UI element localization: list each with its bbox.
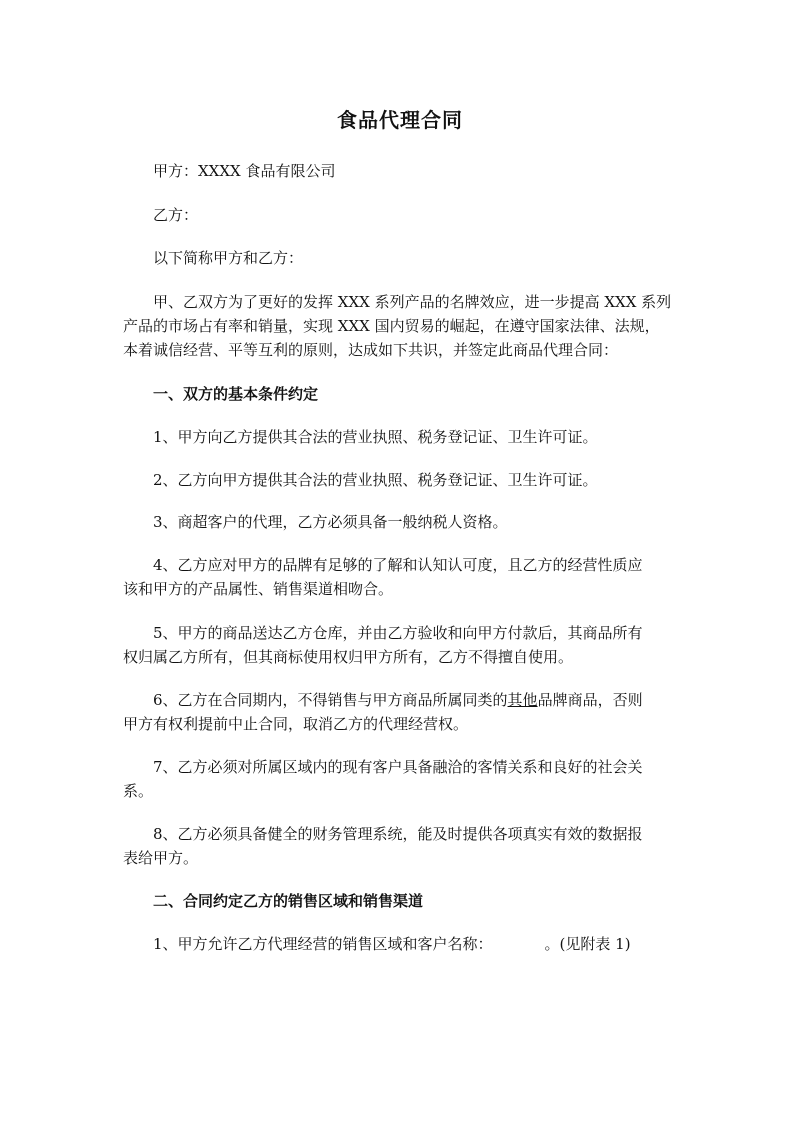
section-1-item-8: [123, 822, 693, 870]
item-8-line-2: 表给甲方。: [123, 849, 199, 867]
section-2-item-1-text: 1、甲方允许乙方代理经营的销售区域和客户名称：: [153, 935, 493, 953]
item-4-line-2: 该和甲方的产品属性、销售渠道相吻合。: [123, 580, 394, 598]
item-7-line-2: 系。: [123, 782, 154, 800]
intro-paragraph: [123, 290, 693, 362]
section-1-item-5: [123, 621, 693, 669]
section-1-item-6: [123, 688, 693, 736]
item-5-line-1: 5、甲方的商品送达乙方仓库，并由乙方验收和向甲方付款后，其商品所有: [153, 624, 643, 642]
party-b-line: 乙方：: [153, 206, 199, 224]
section-1-item-7: [123, 755, 693, 803]
section-1-item-1: 1、甲方向乙方提供其合法的营业执照、税务登记证、卫生许可证。: [153, 428, 598, 446]
intro-line-2: 产品的市场占有率和销量，实现 XXX 国内贸易的崛起，在遵守国家法律、法规，: [123, 317, 660, 335]
abbreviation-line: 以下简称甲方和乙方：: [153, 249, 304, 267]
section-1-item-4: [123, 553, 693, 601]
section-2-item-1: [123, 932, 693, 956]
item-6-text-after: 品牌商品，否则: [537, 691, 643, 709]
item-5-line-2: 权归属乙方所有，但其商标使用权归甲方所有，乙方不得擅自使用。: [123, 648, 574, 666]
party-a-line: 甲方：XXXX 食品有限公司: [153, 162, 336, 180]
section-1-item-3: 3、商超客户的代理，乙方必须具备一般纳税人资格。: [153, 513, 508, 531]
section-1-heading: 一、双方的基本条件约定: [153, 385, 319, 403]
item-6-text-before: 6、乙方在合同期内，不得销售与甲方商品所属同类的: [153, 691, 508, 709]
section-2-heading: 二、合同约定乙方的销售区域和销售渠道: [153, 892, 424, 910]
intro-line-3: 本着诚信经营、平等互利的原则，达成如下共识，并签定此商品代理合同：: [123, 341, 619, 359]
item-6-underlined-word: 其他: [507, 691, 538, 709]
item-4-line-1: 4、乙方应对甲方的品牌有足够的了解和认知认可度，且乙方的经营性质应: [153, 556, 643, 574]
item-6-line-1: [123, 688, 693, 712]
section-2-item-1-suffix: 。(见附表 1): [544, 935, 631, 953]
section-1-item-2: 2、乙方向甲方提供其合法的营业执照、税务登记证、卫生许可证。: [153, 471, 598, 489]
item-7-line-1: 7、乙方必须对所属区域内的现有客户具备融洽的客情关系和良好的社会关: [153, 758, 643, 776]
item-6-line-2: 甲方有权利提前中止合同，取消乙方的代理经营权。: [123, 715, 469, 733]
item-8-line-1: 8、乙方必须具备健全的财务管理系统，能及时提供各项真实有效的数据报: [153, 825, 643, 843]
intro-line-1: 甲、乙双方为了更好的发挥 XXX 系列产品的名牌效应，进一步提高 XXX 系列: [153, 293, 672, 311]
document-title: 食品代理合同: [337, 108, 463, 132]
